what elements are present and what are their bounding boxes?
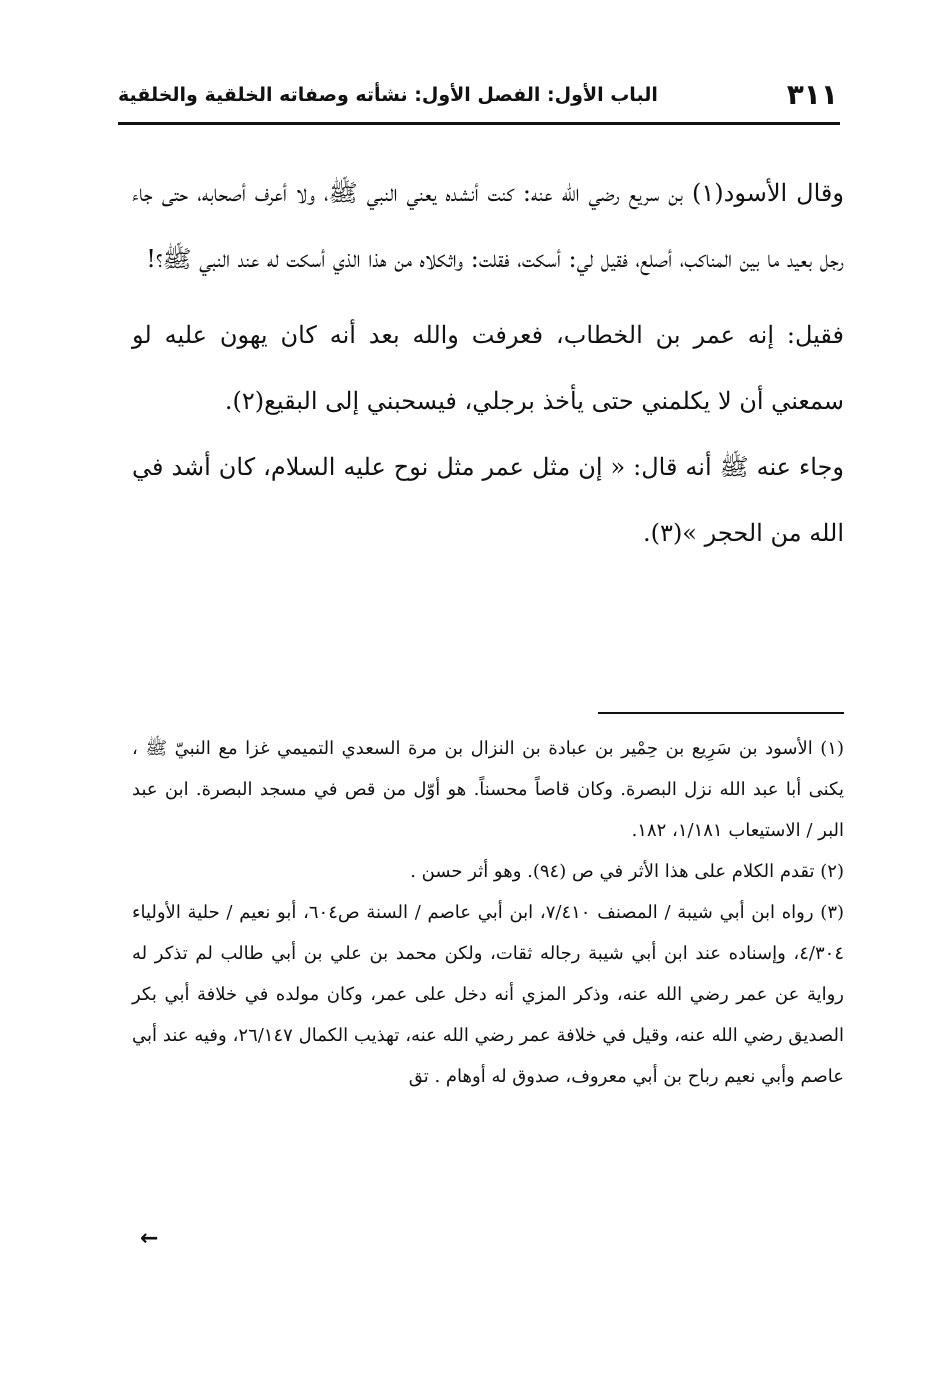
paragraph: وقال الأسود(١) بن سريع رضي الله عنه: كنت أنشده يعني النبي ﷺ، ولا أعرف أصحابه، حتى جاء رجل بعيد ما بين المناكب، أصلع، فقيل لي: أسكت، فقلت: واثكلاه من هذا الذي أسكت له عند النبي ﷺ؟! xyxy=(132,179,844,273)
footnote: (١) الأسود بن سَرِيع بن حِمْير بن عبادة بن النزال بن مرة السعدي التميمي غزا مع النبيّ ﷺ ، يكنى أبا عبد الله نزل البصرة. وكان قاصاً محسناً. هو أوّل من قص في مسجد البصرة. ابن عبد البر / الاستيعاب ١/١٨١، ١٨٢. xyxy=(132,738,844,841)
footnote-separator xyxy=(598,712,844,714)
main-text xyxy=(132,160,844,566)
footnote: (٣) رواه ابن أبي شيبة / المصنف ٧/٤١٠، ابن أبي عاصم / السنة ص٦٠٤، أبو نعيم / حلية الأولياء ٤/٣٠٤، وإسناده عند ابن أبي شيبة رجاله ثقات، ولكن محمد بن علي بن أبي طالب لم تذكر له رواية عن عمر رضي الله عنه، وذكر المزي أنه دخل على عمر، وكان مولده في خلافة أبي بكر الصديق رضي الله عنه، وقيل في خلافة عمر رضي الله عنه، تهذيب الكمال ٢٦/١٤٧، وفيه عند أبي عاصم وأبي نعيم رباح بن أبي معروف، صدوق له أوهام . تق xyxy=(132,902,845,1087)
paragraph: فقيل: إنه عمر بن الخطاب، فعرفت والله بعد أنه كان يهون عليه لو سمعني أن لا يكلمني حتى يأخذ برجلي، فيسحبني إلى البقيع(٢). xyxy=(132,321,844,415)
header-rule xyxy=(118,122,840,125)
footnotes xyxy=(132,728,844,1097)
paragraph: وجاء عنه ﷺ أنه قال: « إن مثل عمر مثل نوح عليه السلام، كان أشد في الله من الحجر »(٣). xyxy=(132,453,844,547)
continue-arrow-icon: ← xyxy=(140,1226,159,1251)
page-number: ٣١١ xyxy=(786,78,838,111)
footnote: (٢) تقدم الكلام على هذا الأثر في ص (٩٤). وهو أثر حسن . xyxy=(410,861,844,882)
running-title: الباب الأول: الفصل الأول: نشأته وصفاته الخلقية والخلقية xyxy=(118,84,658,106)
page-header xyxy=(118,78,838,122)
